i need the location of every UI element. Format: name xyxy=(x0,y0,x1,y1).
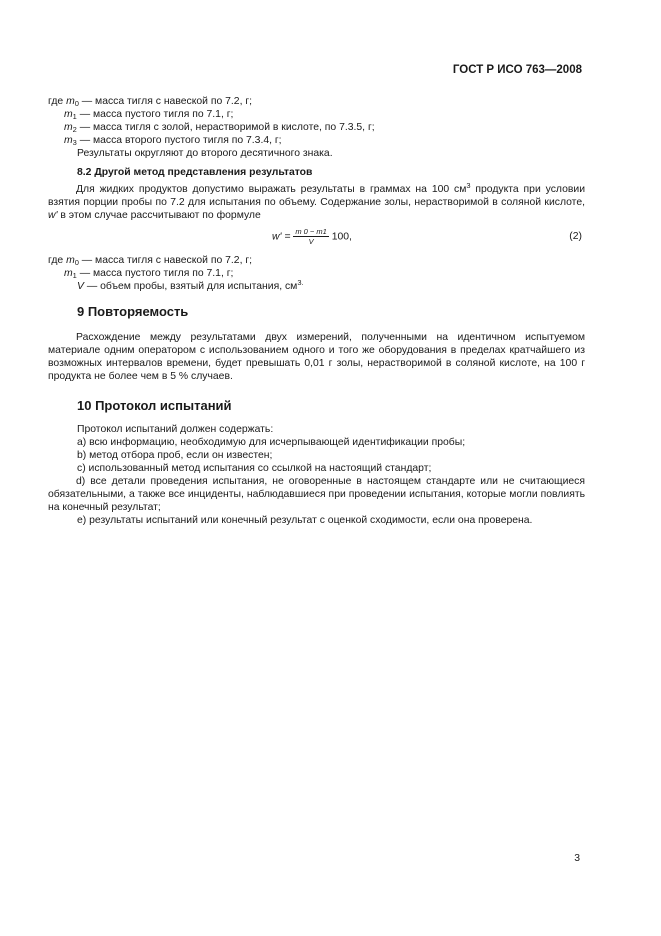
section-8-2-heading: 8.2 Другой метод представления результатов xyxy=(77,167,313,178)
section-9-heading: 9 Повторяемость xyxy=(77,304,189,319)
list-item-d: d) все детали проведения испытания, не оговоренные в настоящем стандарте или не считающиеся обязательными, а также все инциденты, наблюдавшиеся при проведении испытания, которые могли повлиять на конечный результат; xyxy=(48,476,585,513)
document-header: ГОСТ Р ИСО 763—2008 xyxy=(452,64,582,76)
section-9-paragraph: Расхождение между результатами двух измерений, полученными на идентичном испытуемом материале одним оператором с использованием одного и того же оборудования в пределах кратчайшего из возможных интервалов времени, будет превышать 0,01 г золы, нерастворимой в соляной кислоте, на 100 г продукта не более чем в 5 % случаев. xyxy=(48,332,585,382)
formula-2: w' = $\frac{m 0 - m1}{V}$ 100, xyxy=(272,227,352,246)
equation-number: (2) xyxy=(569,231,582,242)
formula-fraction: $\frac{m 0 - m1}{V}$ xyxy=(295,227,327,246)
definition-m3: $m_3$ — масса второго пустого тигля по 7.3.4, г; xyxy=(64,135,282,147)
list-item-b: b) метод отбора проб, если он известен; xyxy=(77,450,273,461)
section-8-2-paragraph: Для жидких продуктов допустимо выражать результаты в граммах на 100 $см^3$ продукта при условии взятия порции пробы по 7.2 для испытания по объему. Содержание золы, нерастворимой в соляной кислоте, w' в этом случае рассчитывают по формуле xyxy=(48,181,585,221)
list-item-e: е) результаты испытаний или конечный результат с оценкой сходимости, если она проверена. xyxy=(77,515,533,526)
page-number: 3 xyxy=(574,853,580,864)
section-10-intro: Протокол испытаний должен содержать: xyxy=(77,424,274,435)
definition2-m1: $m_1$ — масса пустого тигля по 7.1, г; xyxy=(64,268,234,280)
definition-m0: где $m_0$ — масса тигля с навеской по 7.2, г; xyxy=(48,96,253,108)
definition-m2: $m_2$ — масса тигля с золой, нерастворимой в кислоте, по 7.3.5, г; xyxy=(64,122,375,134)
list-item-c: c) использованный метод испытания со ссылкой на настоящий стандарт; xyxy=(77,463,432,474)
section-10-heading: 10 Протокол испытаний xyxy=(77,398,232,413)
rounding-note: Результаты округляют до второго десятичного знака. xyxy=(77,148,333,159)
definition2-v: V — объем пробы, взятый для испытания, $см^{3.}$ xyxy=(77,278,304,292)
definition-m1: $m_1$ — масса пустого тигля по 7.1, г; xyxy=(64,109,234,121)
definition2-m0: где $m_0$ — масса тигля с навеской по 7.2, г; xyxy=(48,255,253,267)
list-item-a: а) всю информацию, необходимую для исчерпывающей идентификации пробы; xyxy=(77,437,466,448)
